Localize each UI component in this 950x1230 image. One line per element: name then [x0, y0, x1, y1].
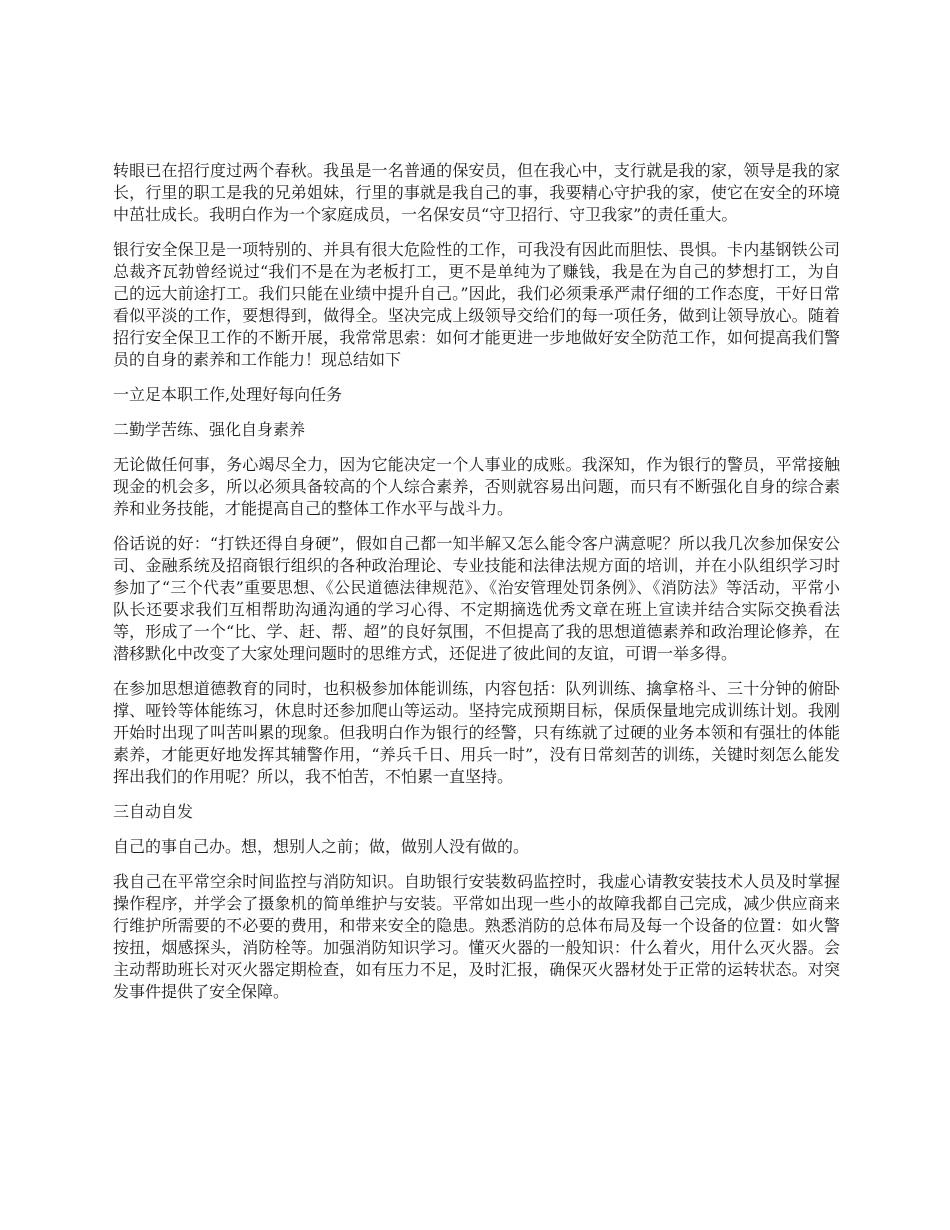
paragraph-training-study: 俗话说的好：“打铁还得自身硬”，假如自己都一知半解又怎么能令客户满意呢？所以我几次参加保安公司、金融系统及招商银行组织的各种政治理论、专业技能和法律法规方面的培训，并在小队组织学习时参加了“三个代表”重要思想、《公民道德法律规范》、《治安管理处罚条例》、《消防法》等活动，平常小队长还要求我们互相帮助沟通沟通的学习心得、不定期摘选优秀文章在班上宣读并结合实际交换看法等，形成了一个“比、学、赶、帮、超”的良好氛围，不但提高了我的思想道德素养和政治理论修养，在潜移默化中改变了大家处理问题时的思维方式，还促进了彼此间的友谊，可谓一举多得。 [113, 534, 840, 663]
paragraph-security-work: 银行安全保卫是一项特别的、并具有很大危险性的工作，可我没有因此而胆怯、畏惧。卡内基钢铁公司总裁齐瓦勃曾经说过“我们不是在为老板打工，更不是单纯为了赚钱，我是在为自己的梦想打工，为自己的远大前途打工。我们只能在业绩中提升自己。”因此，我们必须秉承严肃仔细的工作态度，干好日常看似平淡的工作，要想得到，做得全。坚决完成上级领导交给们的每一项任务，做到让领导放心。随着招行安全保卫工作的不断开展，我常常思索：如何才能更进一步地做好安全防范工作，如何提高我们警员的自身的素养和工作能力！现总结如下 [113, 240, 840, 369]
section-heading-1: 一立足本职工作,处理好每向任务 [113, 385, 343, 404]
section-heading-2: 二勤学苦练、强化自身素养 [113, 420, 306, 439]
paragraph-physical-training: 在参加思想道德教育的同时，也积极参加体能训练，内容包括：队列训练、擒拿格斗、三十分钟的俯卧撑、哑铃等体能练习，休息时还参加爬山等运动。坚持完成预期目标，保质保量地完成训练计划。我刚开始时出现了叫苦叫累的现象。但我明白作为银行的经警，只有练就了过硬的业务本领和有强壮的体能素养，才能更好地发挥其辅警作用，“养兵千日、用兵一时”，没有日常刻苦的训练，关键时刻怎么能发挥出我们的作用呢？所以，我不怕苦，不怕累一直坚持。 [113, 679, 840, 786]
paragraph-intro: 转眼已在招行度过两个春秋。我虽是一名普通的保安员，但在我心中，支行就是我的家，领导是我的家长，行里的职工是我的兄弟姐妹，行里的事就是我自己的事，我要精心守护我的家，使它在安全的环境中茁壮成长。我明白作为一个家庭成员，一名保安员“守卫招行、守卫我家”的责任重大。 [113, 161, 840, 224]
paragraph-self-quality: 无论做任何事，务心竭尽全力，因为它能决定一个人事业的成账。我深知，作为银行的警员，平常接触现金的机会多，所以必须具备较高的个人综合素养，否则就容易出问题，而只有不断强化自身的综合素养和业务技能，才能提高自己的整体工作水平与战斗力。 [113, 455, 840, 518]
paragraph-self-initiative: 自己的事自己办。想，想别人之前；做，做别人没有做的。 [113, 837, 530, 856]
document-body [113, 160, 840, 1016]
paragraph-monitoring-fire: 我自己在平常空余时间监控与消防知识。自助银行安装数码监控时，我虚心请教安装技术人员及时掌握操作程序，并学会了摄象机的简单维护与安装。平常如出现一些小的故障我都自己完成，减少供应商来行维护所需要的不必要的费用，和带来安全的隐患。熟悉消防的总体布局及每一个设备的位置：如火警按扭，烟感探头，消防栓等。加强消防知识学习。懂灭火器的一般知识：什么着火，用什么灭火器。会主动帮助班长对灭火器定期检查，如有压力不足，及时汇报，确保灭火器材处于正常的运转状态。对突发事件提供了安全保障。 [113, 872, 840, 1001]
section-heading-3: 三自动自发 [113, 802, 194, 821]
